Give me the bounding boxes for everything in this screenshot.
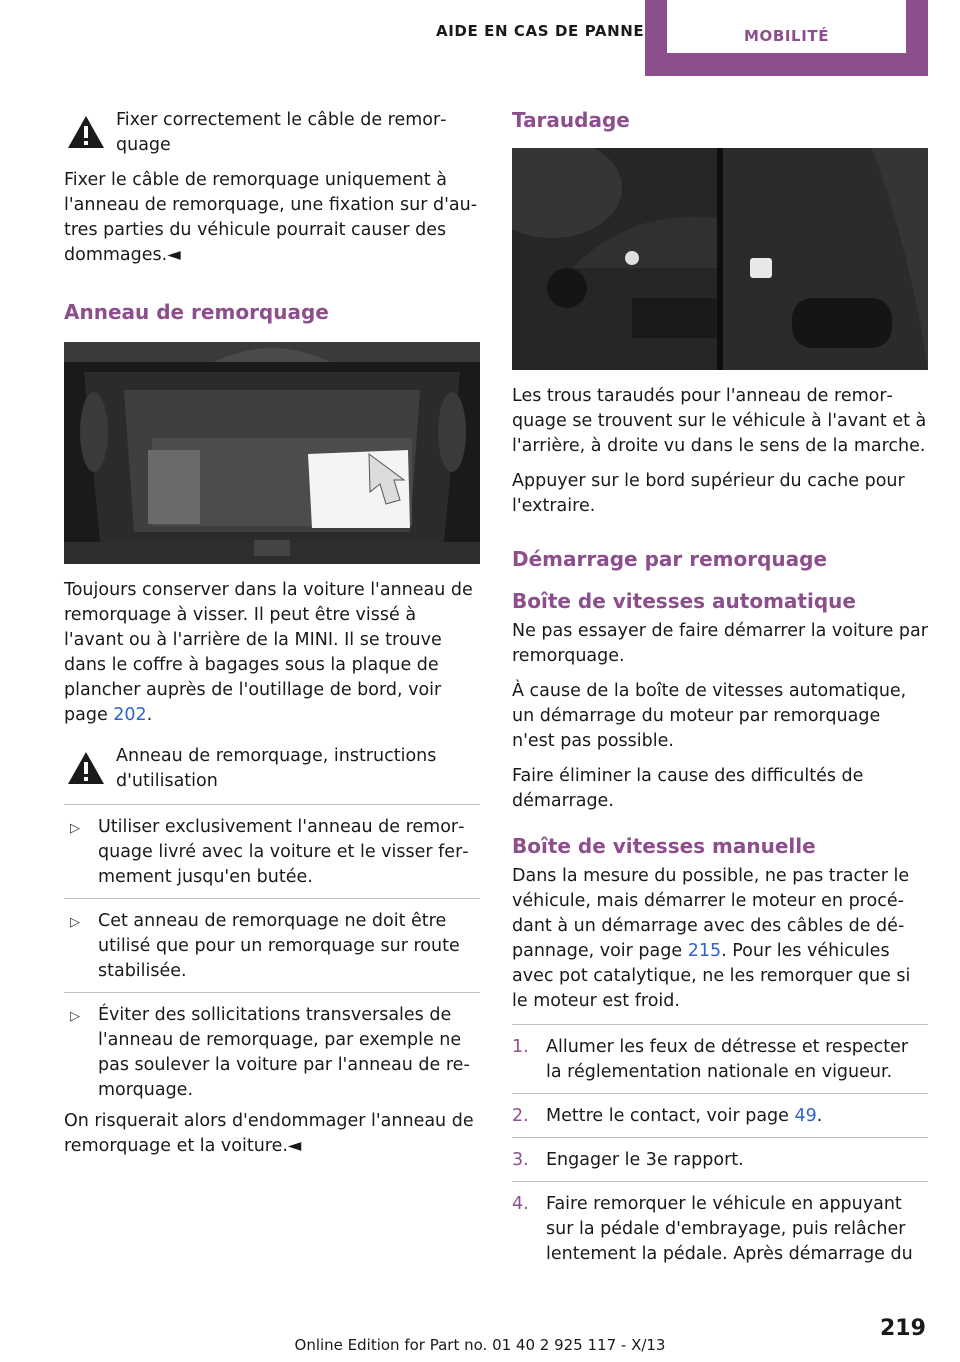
subheading-manual: Boîte de vitesses manuelle (512, 834, 816, 858)
step-number: 4. (512, 1194, 529, 1214)
step-text: Mettre le contact, voir page (546, 1106, 795, 1126)
divider (64, 898, 480, 899)
warning-block-instructions (64, 744, 480, 794)
steps-list (512, 1104, 928, 1129)
list-item (512, 1192, 928, 1267)
paragraph-cache: Appuyer sur le bord supérieur du cache pour l'extraire. (512, 471, 905, 516)
step-text: Allumer les feux de détresse et respecter la réglementation nationale en vigueur. (546, 1037, 909, 1082)
list-item (64, 1003, 480, 1103)
warning-title: Fixer correctement le câble de remorquage (116, 110, 447, 155)
bullet-triangle-icon: ▷ (70, 821, 80, 836)
paragraph-manual-end: . Pour les véhicules avec pot catalytique, ne les remorquer que si le moteur est froid. (512, 941, 911, 1011)
divider (64, 992, 480, 993)
bullet-triangle-icon: ▷ (70, 915, 80, 930)
step-number: 1. (512, 1037, 529, 1057)
list-item-text: Cet anneau de remorquage ne doit être utilisé que pour un remorquage sur route stabilisée. (98, 911, 460, 981)
step-text: Faire remorquer le véhicule en appuyant sur la pédale d'embrayage, puis relâcher lentement la pédale. Après démarrage du (546, 1194, 913, 1264)
step-text-end: . (816, 1106, 823, 1126)
page-number: 219 (880, 1316, 926, 1341)
list-item (512, 1104, 928, 1129)
running-header-section: AIDE EN CAS DE PANNE (436, 22, 645, 40)
steps-list (512, 1148, 928, 1173)
divider (64, 804, 480, 805)
bullet-triangle-icon: ▷ (70, 1009, 80, 1024)
list-item (512, 1148, 928, 1173)
right-column (512, 108, 928, 1267)
instruction-list (64, 909, 480, 984)
list-item (64, 815, 480, 890)
paragraph-auto-2: À cause de la boîte de vitesses automatique, un démarrage du moteur par remorquage n'est pas possible. (512, 681, 907, 751)
divider (512, 1181, 928, 1182)
paragraph-auto-1: Ne pas essayer de faire démarrer la voiture par remorquage. (512, 621, 928, 666)
paragraph-manual (512, 864, 928, 1014)
divider (512, 1024, 928, 1025)
list-item (64, 909, 480, 984)
paragraph-taraudage: Les trous taraudés pour l'anneau de remorquage se trouvent sur le véhicule à l'avant et à l'arrière, à droite vu dans le sens de la marche. (512, 386, 927, 456)
section-heading-taraudage: Taraudage (512, 108, 630, 132)
chapter-tab-label[interactable]: MOBILITÉ (667, 0, 906, 53)
paragraph-anneau-text: Toujours conserver dans la voiture l'anneau de remorquage à visser. Il peut être vissé à l'avant ou à l'arrière de la MINI. Il se trouve dans le coffre à bagages sous la plaque de plancher auprès de l'outillage de bord, voir page (64, 580, 473, 725)
section-heading-anneau: Anneau de remorquage (64, 300, 329, 324)
warning-body: Fixer le câble de remorquage uniquement à l'anneau de remorquage, une fixation sur d'autres parties du véhicule pourrait causer des dommages.◄ (64, 170, 478, 265)
instruction-list (64, 815, 480, 890)
paragraph-anneau (64, 578, 480, 728)
step-number: 2. (512, 1106, 529, 1126)
step-number: 3. (512, 1150, 529, 1170)
steps-list (512, 1192, 928, 1267)
warning-title: Anneau de remorquage, instructions d'utilisation (116, 746, 437, 791)
subheading-auto: Boîte de vitesses automatique (512, 589, 856, 613)
page-link-215[interactable]: 215 (687, 941, 722, 961)
trunk-photo (64, 342, 480, 564)
steps-list (512, 1035, 928, 1085)
divider (512, 1137, 928, 1138)
warning-block-cable (64, 108, 480, 158)
list-item (512, 1035, 928, 1085)
closing-paragraph: On risquerait alors d'endommager l'anneau de remorquage et la voiture.◄ (64, 1111, 474, 1156)
list-item-text: Éviter des sollicitations transversales de l'anneau de remorquage, par exemple ne pas soulever la voiture par l'anneau de remorquage. (98, 1005, 470, 1100)
section-heading-demarrage: Démarrage par remorquage (512, 547, 828, 571)
paragraph-auto-3: Faire éliminer la cause des difficultés de démarrage. (512, 766, 864, 811)
step-text: Engager le 3e rapport. (546, 1150, 744, 1170)
threaded-holes-photo (512, 148, 928, 370)
warning-triangle-icon (66, 750, 106, 786)
instruction-list (64, 1003, 480, 1103)
footer-edition: Online Edition for Part no. 01 40 2 925 117 - X/13 (294, 1336, 666, 1354)
divider (512, 1093, 928, 1094)
list-item-text: Utiliser exclusivement l'anneau de remorquage livré avec la voiture et le visser fermement jusqu'en butée. (98, 817, 469, 887)
warning-triangle-icon (66, 114, 106, 150)
page-link-49[interactable]: 49 (794, 1106, 817, 1126)
left-column (64, 108, 480, 1169)
paragraph-manual-text: Dans la mesure du possible, ne pas tracter le véhicule, mais démarrer le moteur en procédant à un démarrage avec des câbles de dépannage, voir page (512, 866, 910, 961)
paragraph-anneau-end: . (146, 705, 153, 725)
page-link-202[interactable]: 202 (113, 705, 147, 725)
